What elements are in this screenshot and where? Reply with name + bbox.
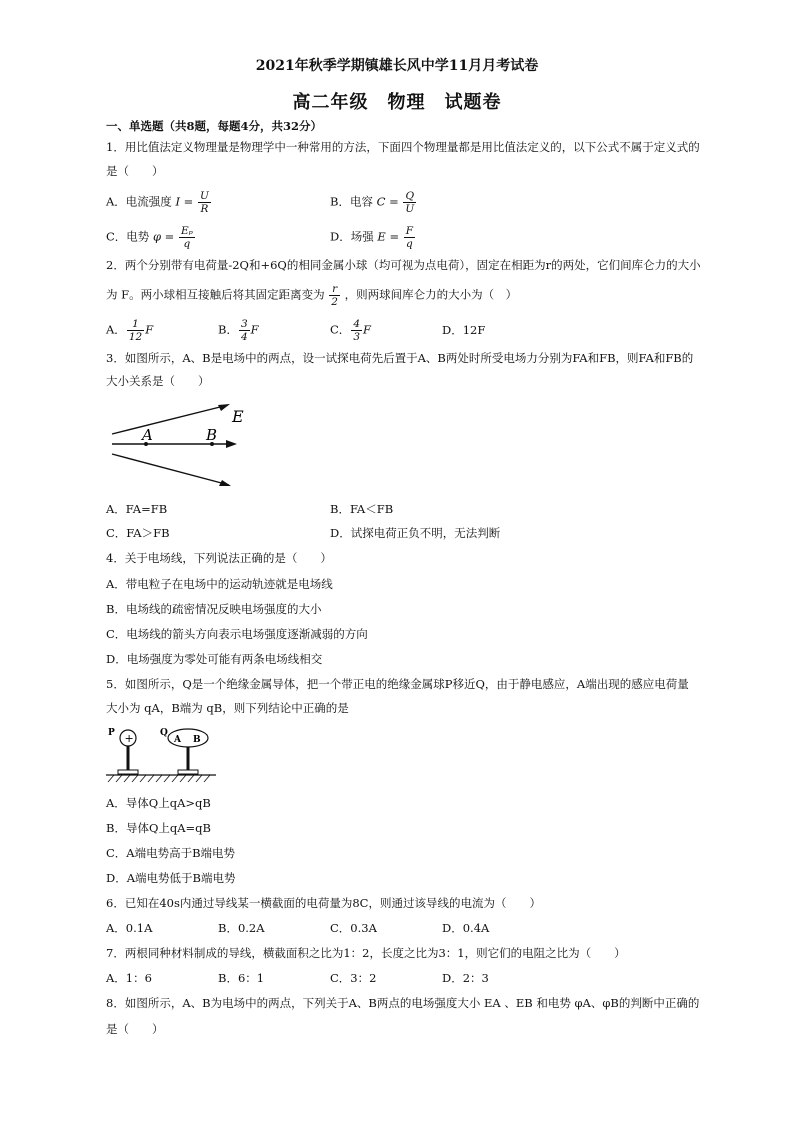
q7-stem: 7．两根同种材料制成的导线，横截面积之比为1：2，长度之比为3：1，则它们的电阻之比为（ ） (106, 946, 626, 960)
q6-option-d: D．0.4A (442, 921, 490, 935)
fraction-numerator: U (199, 190, 209, 202)
q2-option-a-suffix: F (145, 322, 154, 337)
fraction-numerator: 4 (353, 318, 360, 330)
label-e: E (232, 407, 244, 426)
q3-option-c: C．FA＞FB (106, 526, 170, 540)
arrowhead-middle (226, 440, 237, 448)
fraction-denominator: 3 (353, 331, 360, 343)
q2-option-a (106, 318, 153, 343)
q1-option-b-fraction (403, 190, 416, 215)
label-end-b: B (193, 735, 201, 745)
plus-sign: + (124, 732, 134, 745)
q1-stem-line1: 1．用比值法定义物理量是物理学中一种常用的方法，下面四个物理量都是用比值法定义的，以下公式不属于定义式的 (106, 140, 700, 154)
q1-option-d-lhs: E = (377, 229, 400, 244)
q1-option-b (330, 190, 417, 215)
q2-option-c-suffix: F (363, 322, 371, 337)
q3-option-a: A．FA=FB (106, 502, 168, 516)
q2-stem-line2-a: 为 F。两小球相互接触后将其固定距离变为 (106, 287, 325, 302)
q1-option-c-prefix: C．电势 (106, 229, 150, 244)
q4-stem: 4．关于电场线，下列说法正确的是（ ） (106, 551, 332, 565)
fraction-denominator: 4 (240, 331, 248, 343)
q4-option-a: A．带电粒子在电场中的运动轨迹就是电场线 (106, 577, 333, 591)
fraction-numerator: Eₚ (180, 225, 193, 237)
q1-option-b-lhs: C = (376, 194, 399, 209)
q7-option-d: D．2：3 (442, 971, 489, 985)
q3-option-d: D．试探电荷正负不明，无法判断 (330, 526, 501, 540)
fraction-denominator: q (406, 238, 413, 250)
fraction-denominator: 12 (128, 331, 143, 343)
arrowhead-lower (219, 480, 231, 486)
q5-induction-figure (106, 724, 218, 784)
q2-option-c (330, 318, 371, 343)
q2-stem-line2 (106, 283, 517, 308)
q2-option-a-fraction (127, 318, 144, 343)
q5-option-c: C．A端电势高于B端电势 (106, 846, 236, 860)
q7-option-c: C．3：2 (330, 971, 377, 985)
q6-stem: 6．已知在40s内通过导线某一横截面的电荷量为8C，则通过该导线的电流为（ ） (106, 896, 541, 910)
q1-option-c-lhs: φ = (152, 229, 175, 244)
q2-stem-fraction (329, 283, 340, 308)
q1-option-d-prefix: D．场强 (330, 229, 374, 244)
q8-stem-line1: 8．如图所示，A、B为电场中的两点，下列关于A、B两点的电场强度大小 EA 、EB 和电势 φA、φB的判断中正确的 (106, 996, 700, 1010)
q3-field-line-figure (106, 398, 256, 493)
q1-option-a-prefix: A．电流强度 (106, 194, 172, 209)
arrowhead-upper (218, 404, 230, 411)
q2-option-c-fraction (351, 318, 362, 343)
q1-option-c (106, 225, 196, 250)
label-a: A (142, 426, 153, 444)
q2-option-b-prefix: B． (218, 322, 238, 337)
q2-stem-line2-b: ，则两球间库仑力的大小为（ ） (344, 287, 518, 302)
q6-option-c: C．0.3A (330, 921, 377, 935)
q1-stem-line2: 是（ ） (106, 164, 164, 178)
base-q (178, 770, 198, 774)
fraction-numerator: 3 (240, 318, 248, 330)
q1-option-d (330, 225, 416, 250)
q5-option-a: A．导体Q上qA>qB (106, 796, 211, 810)
q1-option-b-prefix: B．电容 (330, 194, 373, 209)
fraction-numerator: r (329, 283, 340, 296)
q3-option-b: B．FA＜FB (330, 502, 394, 516)
q8-stem-line2: 是（ ） (106, 1022, 164, 1036)
q2-option-a-prefix: A． (106, 322, 126, 337)
q1-option-a-lhs: I = (175, 194, 194, 209)
fraction-numerator: F (405, 225, 414, 237)
field-line-lower (112, 454, 229, 485)
q4-option-c: C．电场线的箭头方向表示电场强度逐渐减弱的方向 (106, 627, 368, 641)
q2-option-b-fraction (239, 318, 250, 343)
exam-title: 2021年秋季学期镇雄长风中学11月月考试卷 (255, 58, 539, 74)
q3-stem-line2: 大小关系是（ ） (106, 374, 210, 388)
q5-stem-line2: 大小为 qA，B端为 qB，则下列结论中正确的是 (106, 701, 349, 715)
fraction-numerator: Q (403, 190, 416, 203)
q4-option-d: D．电场强度为零处可能有两条电场线相交 (106, 652, 323, 666)
fraction-numerator: 1 (127, 318, 144, 331)
fraction-denominator: R (200, 203, 209, 215)
q7-option-a: A．1：6 (106, 971, 152, 985)
q2-option-b-suffix: F (250, 322, 259, 337)
label-q: Q (160, 728, 168, 738)
base-p (118, 770, 138, 774)
section-heading: 一、单选题（共8题，每题4分，共32分） (106, 119, 323, 133)
exam-subtitle: 高二年级 物理 试题卷 (292, 92, 502, 113)
q3-stem-line1: 3．如图所示，A、B是电场中的两点，设一试探电荷先后置于A、B两处时所受电场力分别为FA和FB，则FA和FB的 (106, 351, 694, 365)
fraction-denominator: q (183, 238, 191, 250)
q5-option-b: B．导体Q上qA=qB (106, 821, 211, 835)
q2-option-c-prefix: C． (330, 322, 351, 337)
q5-stem-line1: 5．如图所示，Q是一个绝缘金属导体，把一个带正电的绝缘金属球P移近Q，由于静电感应，A端出现的感应电荷量 (106, 677, 689, 691)
q6-option-a: A．0.1A (106, 921, 153, 935)
ground-hatching (108, 775, 210, 782)
label-end-a: A (174, 735, 181, 745)
q7-option-b: B．6：1 (218, 971, 265, 985)
q1-option-a (106, 190, 212, 215)
q2-option-b (218, 318, 259, 343)
q4-option-b: B．电场线的疏密情况反映电场强度的大小 (106, 602, 322, 616)
label-p: P (108, 728, 115, 738)
q6-option-b: B．0.2A (218, 921, 265, 935)
q2-stem-line1: 2．两个分别带有电荷量-2Q和+6Q的相同金属小球（均可视为点电荷），固定在相距为r的两处，它们间库仑力的大小 (106, 258, 701, 272)
q1-option-a-fraction (198, 190, 211, 215)
q5-option-d: D．A端电势低于B端电势 (106, 871, 236, 885)
fraction-denominator: 2 (331, 296, 338, 308)
q2-option-d: D．12F (442, 323, 486, 337)
fraction-denominator: U (405, 203, 415, 215)
q1-option-d-fraction (404, 225, 415, 250)
label-b: B (206, 426, 218, 444)
q1-option-c-fraction (179, 225, 195, 250)
